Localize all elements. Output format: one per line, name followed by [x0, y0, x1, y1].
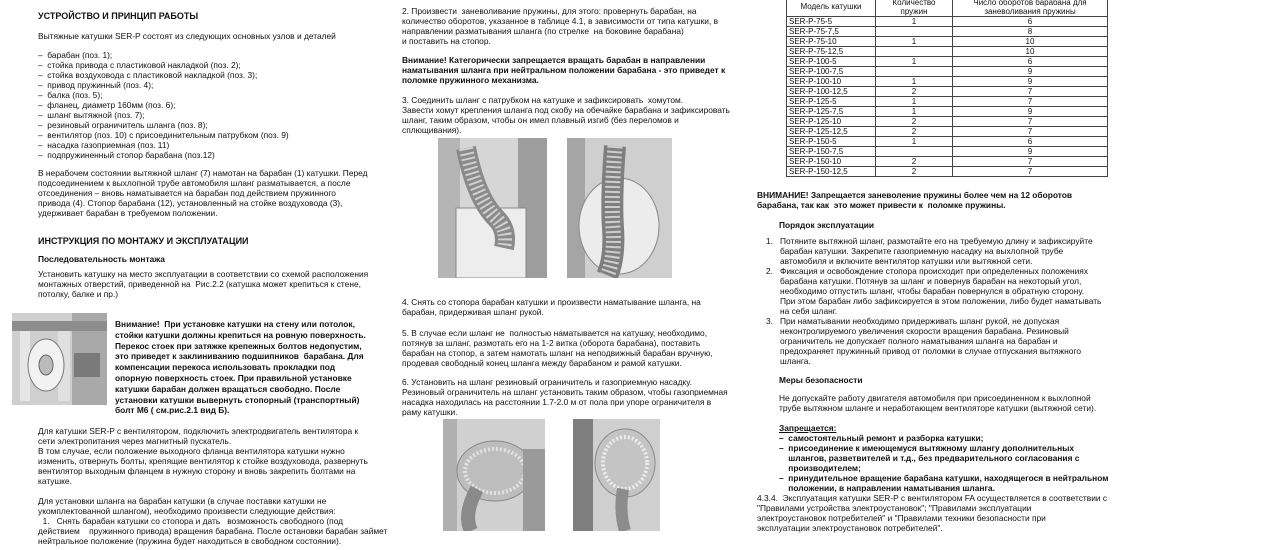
- step-text: на себя шланг.: [780, 306, 838, 316]
- part-item: – резиновый ограничитель шланга (поз. 8);: [38, 120, 208, 130]
- table-row: [787, 77, 1108, 87]
- text-line: ВНИМАНИЕ! Запрещается заневоление пружины более чем на 12 оборотов: [757, 190, 1072, 200]
- hose-wound-photo-2: [573, 419, 660, 531]
- step-3-paragraph: [402, 95, 730, 135]
- text-line: насадка находилась на расстоянии 1.7-2.0 м от пола при упоре ограничителя в: [402, 397, 712, 407]
- part-item: – стойка привода с пластиковой накладкой (поз. 2);: [38, 60, 241, 70]
- cell-model: SER-P-100-5: [787, 57, 876, 67]
- cell-model: SER-P-100-7,5: [787, 67, 876, 77]
- step-2-paragraph: [402, 6, 718, 46]
- forbidden-item: – принудительное вращение барабана катушки, находящегося в нейтральном: [779, 473, 1109, 483]
- step-text: шланга.: [780, 356, 811, 366]
- cell-model: SER-P-75-5: [787, 17, 876, 27]
- table-row: [787, 67, 1108, 77]
- text-line: и поставить на стопор.: [402, 36, 491, 46]
- intro-text: Вытяжные катушки SER-P состоят из следующих основных узлов и деталей: [38, 31, 336, 41]
- text-line: барабан на стопор, а затем намотать шланг на неподвижный барабан вручную,: [402, 348, 713, 358]
- table-row: [787, 37, 1108, 47]
- text-line: барабана, так как это может привести к поломке пружины.: [757, 200, 1006, 210]
- table-row: [787, 27, 1108, 37]
- part-item: – балка (поз. 5);: [38, 90, 103, 100]
- step-text: барабана катушки. Потянув за шланг и повернув барабан на некоторый угол,: [780, 276, 1082, 286]
- operation-step-line: [766, 286, 1101, 296]
- text-line: Перекос стоек при затяжке крепежных болтов недопустим,: [115, 340, 362, 351]
- table-row: [787, 147, 1108, 157]
- cell-turns: 7: [953, 157, 1108, 167]
- text-line: Не допускайте работу двигателя автомобиля при присоединенном к выхлопной: [779, 393, 1091, 403]
- step-text: При этом барабан либо зафиксируется в этом положении, либо будет наматывать: [780, 296, 1102, 306]
- text-line: поломке пружинного механизма.: [402, 75, 539, 85]
- cell-turns: 6: [953, 137, 1108, 147]
- step-text: При наматывании необходимо придерживать шланг рукой, не допуская: [780, 316, 1060, 326]
- text-line: В том случае, если положение выходного фланца вентилятора катушки нужно: [38, 446, 345, 456]
- cell-turns: 7: [953, 87, 1108, 97]
- table-row: [787, 107, 1108, 117]
- text-line: стойки катушки должны крепиться на ровную поверхность.: [115, 329, 366, 340]
- text-line: катушки барабан должен вращаться свободно. После: [115, 383, 341, 394]
- text-line: 4.3.4. Эксплуатация катушки SER-P с вентилятором FA осуществляется в соответствии с: [757, 493, 1108, 503]
- forbidden-item: положении, в направлении наматывания шланга.: [779, 483, 995, 493]
- subheading-mount: Последовательность монтажа: [38, 254, 165, 264]
- text-line: установки катушки вывернуть стопорный (транспортный): [115, 394, 360, 405]
- step-text: ограничитель не допускает полного наматывания шланга на барабан и: [780, 336, 1058, 346]
- step-text: неконтролируемого увеличения скорости вращения барабана. Резиновый: [780, 326, 1069, 336]
- part-item: – фланец, диаметр 160мм (поз. 6);: [38, 100, 176, 110]
- text-line: изменить, отвернуть болты, крепящие вентилятор к стойке воздуховода, развернуть: [38, 456, 368, 466]
- step-text: автомобиля и включите вентилятор катушки или вытяжной сети.: [780, 256, 1033, 266]
- part-item: – привод пружинный (поз. 4);: [38, 80, 154, 90]
- cell-model: SER-P-125-12,5: [787, 127, 876, 137]
- cell-turns: 6: [953, 57, 1108, 67]
- operation-step-line: [766, 266, 1101, 276]
- text-line: катушке.: [38, 476, 72, 486]
- text-line: Внимание! При установке катушки на стену или потолок,: [115, 319, 355, 329]
- operation-step-line: [766, 236, 1101, 246]
- table-body: [787, 17, 1108, 177]
- table-row: [787, 87, 1108, 97]
- part-item: – подпружиненный стопор барабана (поз.12): [38, 150, 215, 160]
- cell-model: SER-P-125-7,5: [787, 107, 876, 117]
- cell-model: SER-P-150-5: [787, 137, 876, 147]
- text-line: 2. Произвести заневоливание пружины, для этого: провернуть барабан, на: [402, 6, 697, 16]
- text-line: Установить катушку на место эксплуатации в соответствии со схемой расположения: [38, 269, 369, 279]
- part-item: – барабан (поз. 1);: [38, 50, 113, 60]
- step-number: 3.: [766, 316, 773, 326]
- operation-step-line: [766, 246, 1101, 256]
- mount-attention-note: [115, 319, 395, 416]
- cell-turns: 7: [953, 127, 1108, 137]
- operation-step-line: [766, 316, 1101, 326]
- cell-model: SER-P-150-10: [787, 157, 876, 167]
- cell-model: SER-P-75-10: [787, 37, 876, 47]
- cell-turns: 10: [953, 47, 1108, 57]
- text-line: Для катушки SER-P с вентилятором, подключить электродвигатель вентилятора к: [38, 426, 359, 436]
- text-line: 3. Соединить шланг с патрубком на катушке и зафиксировать хомутом.: [402, 95, 684, 105]
- part-item: – вентилятор (поз. 10) с присоединительным патрубком (поз. 9): [38, 130, 289, 140]
- text-line: удерживает барабан в требуемом положении.: [38, 208, 218, 218]
- forbidden-list: [779, 433, 1108, 493]
- cell-model: SER-P-100-12,5: [787, 87, 876, 97]
- text-line: Внимание! Категорически запрещается вращать барабан в направлении: [402, 55, 706, 65]
- text-line: подсоединением к выхлопной трубе автомобиля шланг разматывается, а после: [38, 178, 351, 188]
- forbidden-item: производителем;: [779, 463, 861, 473]
- rotation-warning: [402, 55, 725, 85]
- operation-step-line: [766, 346, 1101, 356]
- text-line: Для установки шланга на барабан катушки (в случае поставки катушки не: [38, 496, 327, 506]
- cell-springs: [876, 67, 953, 77]
- forbidden-item: – присоединение к имеющемуся вытяжному шлангу дополнительных: [779, 443, 1075, 453]
- text-line: продевая свободный конец шланга между барабаном и рамой катушки.: [402, 358, 682, 368]
- text-line: вентилятор выходным фланцем в нужную сторону и вновь закрепить болтами на: [38, 466, 356, 476]
- table-row: [787, 157, 1108, 167]
- text-line: сети электропитания через магнитный пускатель.: [38, 436, 232, 446]
- work-paragraph: [38, 168, 368, 218]
- parts-list: [38, 50, 289, 160]
- clause-4-3-4: [757, 493, 1107, 533]
- cell-springs: [876, 147, 953, 157]
- text-line: нейтральное положение (пружина будет находиться в свободном состоянии).: [38, 536, 342, 546]
- operation-step-line: [766, 336, 1101, 346]
- step-6-paragraph: [402, 377, 728, 417]
- text-line: сплющивания).: [402, 125, 462, 135]
- text-line: 5. В случае если шланг не полностью наматывается на катушку, необходимо,: [402, 328, 708, 338]
- text-line: электроустановок потребителей" и "Правилами техники безопасности при: [757, 513, 1046, 523]
- step-number: 2.: [766, 266, 773, 276]
- text-line: болт М6 ( см.рис.2.1 вид Б).: [115, 405, 230, 416]
- step-4-paragraph: [402, 297, 701, 317]
- text-line: эксплуатации электроустановок потребителей".: [757, 523, 943, 533]
- text-line: барабан, придерживая шланг рукой.: [402, 307, 544, 317]
- operation-step-line: [766, 276, 1101, 286]
- cell-springs: 1: [876, 77, 953, 87]
- step-text: Фиксация и освобождение стопора происходит при определенных положениях: [780, 266, 1089, 276]
- hose-install-paragraph: [38, 496, 398, 546]
- table-row: [787, 57, 1108, 67]
- cell-springs: 1: [876, 137, 953, 147]
- cell-turns: 9: [953, 107, 1108, 117]
- table-header-row: [787, 0, 1108, 17]
- cell-springs: 1: [876, 97, 953, 107]
- text-line: 1. Снять барабан катушки со стопора и дать возможность свободного (под: [38, 516, 344, 526]
- text-line: укомплектованной шлангом), необходимо произвести следующие действия:: [38, 506, 336, 516]
- cell-turns: 7: [953, 117, 1108, 127]
- cell-springs: 2: [876, 157, 953, 167]
- text-line: раму катушки.: [402, 407, 458, 417]
- step-5-paragraph: [402, 328, 713, 368]
- cell-turns: 9: [953, 77, 1108, 87]
- text-line: В нерабочем состоянии вытяжной шланг (7) намотан на барабан (1) катушки. Перед: [38, 168, 368, 178]
- cell-turns: 9: [953, 147, 1108, 157]
- safety-heading: Меры безопасности: [779, 375, 863, 385]
- cell-springs: 2: [876, 127, 953, 137]
- col-header-model: Модель катушки: [787, 0, 876, 17]
- table-row: [787, 137, 1108, 147]
- table-row: [787, 167, 1108, 177]
- col-header-springs: Количество пружин: [876, 0, 953, 17]
- cell-turns: 7: [953, 97, 1108, 107]
- text-line: это приведет к заклиниванию подшипников барабана. Для: [115, 351, 364, 362]
- cell-model: SER-P-150-12,5: [787, 167, 876, 177]
- operation-step-line: [766, 256, 1101, 266]
- heading-instruction: ИНСТРУКЦИЯ ПО МОНТАЖУ И ЭКСПЛУАТАЦИИ: [38, 236, 249, 246]
- cell-model: SER-P-150-7,5: [787, 147, 876, 157]
- text-line: компенсации перекоса использовать прокладки под: [115, 362, 336, 373]
- reel-mount-photo: [12, 313, 107, 405]
- cell-springs: 2: [876, 117, 953, 127]
- table-row: [787, 47, 1108, 57]
- forbidden-heading: Запрещается:: [779, 423, 837, 433]
- cell-turns: 6: [953, 17, 1108, 27]
- step-text: Потяните вытяжной шланг, размотайте его на требуемую длину и зафиксируйте: [780, 236, 1093, 246]
- text-line: действием пружинного привода) вращения барабана. После остановки барабан займет: [38, 526, 388, 536]
- safety-paragraph: [779, 393, 1096, 413]
- cell-springs: 1: [876, 37, 953, 47]
- cell-turns: 8: [953, 27, 1108, 37]
- operation-list: [766, 236, 1101, 366]
- part-item: – насадка газоприемная (поз. 11): [38, 140, 170, 150]
- text-line: опорную поверхность стоек. При правильной установке: [115, 372, 352, 383]
- text-line: количество оборотов, указанное в таблице 4.1, в зависимости от типа катушки, в: [402, 16, 719, 26]
- cell-turns: 10: [953, 37, 1108, 47]
- spring-table-wrap: [786, 0, 1108, 177]
- table-row: [787, 127, 1108, 137]
- mount-paragraph: [38, 269, 368, 299]
- cell-springs: 2: [876, 87, 953, 97]
- step-text: необходимо отпустить шланг, чтобы барабан повернулся в обратную сторону.: [780, 286, 1085, 296]
- cell-model: SER-P-125-5: [787, 97, 876, 107]
- text-line: отсоединения – вновь наматывается на барабан под действием пружинного: [38, 188, 336, 198]
- step-text: предохраняет пружинный привод от поломки в случае отпускания вытяжного: [780, 346, 1081, 356]
- heading-device: УСТРОЙСТВО И ПРИНЦИП РАБОТЫ: [38, 11, 199, 21]
- cell-turns: 7: [953, 167, 1108, 177]
- forbidden-item: – самостоятельный ремонт и разборка катушки;: [779, 433, 984, 443]
- hose-connection-photo-1: [438, 138, 547, 278]
- cell-turns: 9: [953, 67, 1108, 77]
- part-item: – стойка воздуховода с пластиковой накладкой (поз. 3);: [38, 70, 258, 80]
- cell-springs: 1: [876, 107, 953, 117]
- operation-step-line: [766, 306, 1101, 316]
- fan-paragraph: [38, 426, 398, 486]
- text-line: наматывания шланга при нейтральном положении барабана - это приведет к: [402, 65, 726, 75]
- forbidden-item: шлангов, разветвителей и т.д., без предварительного согласования с: [779, 453, 1080, 463]
- operation-step-line: [766, 326, 1101, 336]
- hose-connection-photo-2: [567, 138, 672, 278]
- operation-heading: Порядок эксплуатации: [779, 220, 875, 230]
- text-line: потолку, балке и пр.): [38, 289, 119, 299]
- cell-springs: [876, 27, 953, 37]
- text-line: потянув за шланг, размотать его на 1-2 витка (оборота барабана), поставить: [402, 338, 701, 348]
- cell-model: SER-P-100-10: [787, 77, 876, 87]
- text-line: направлении разматывания шланга (по стрелке на боковине барабана): [402, 26, 684, 36]
- col-header-turns: Число оборотов барабана для заневоливания пружины: [953, 0, 1108, 17]
- spring-table: [786, 0, 1108, 177]
- table-row: [787, 117, 1108, 127]
- text-line: "Правилами устройства электроустановок"; "Правилами эксплуатации: [757, 503, 1032, 513]
- step-text: барабан катушки. Закрепите газоприемную насадку на выхлопной трубе: [780, 246, 1064, 256]
- operation-step-line: [766, 296, 1101, 306]
- step-number: 1.: [766, 236, 773, 246]
- overwind-warning: [757, 190, 1072, 210]
- cell-springs: 1: [876, 57, 953, 67]
- cell-model: SER-P-75-12,5: [787, 47, 876, 57]
- text-line: 6. Установить на шланг резиновый ограничитель и газоприемную насадку.: [402, 377, 692, 387]
- text-line: привода (4). Стопор барабана (12), установленный на стойке воздуховода (3),: [38, 198, 343, 208]
- cell-springs: [876, 47, 953, 57]
- part-item: – шланг вытяжной (поз. 7);: [38, 110, 145, 120]
- hose-wound-photo-1: [443, 419, 545, 531]
- text-line: Завести хомут крепления шланга под скобу на обечайке барабана и зафиксировать: [402, 105, 730, 115]
- table-row: [787, 17, 1108, 27]
- cell-springs: 1: [876, 17, 953, 27]
- text-line: Резиновый ограничитель на шланг установить таким образом, чтобы газоприемная: [402, 387, 728, 397]
- operation-step-line: [766, 356, 1101, 366]
- cell-model: SER-P-75-7,5: [787, 27, 876, 37]
- table-row: [787, 97, 1108, 107]
- text-line: трубе вытяжном шланге и неработающем вентиляторе катушки (вытяжной сети).: [779, 403, 1097, 413]
- cell-model: SER-P-125-10: [787, 117, 876, 127]
- text-line: шланг, таким образом, чтобы он имел плавный изгиб (без переломов и: [402, 115, 679, 125]
- text-line: монтажных отверстий, приведенной на Рис.2.2 (катушка может крепиться к стене,: [38, 279, 361, 289]
- cell-springs: 2: [876, 167, 953, 177]
- text-line: 4. Снять со стопора барабан катушки и произвести наматывание шланга, на: [402, 297, 701, 307]
